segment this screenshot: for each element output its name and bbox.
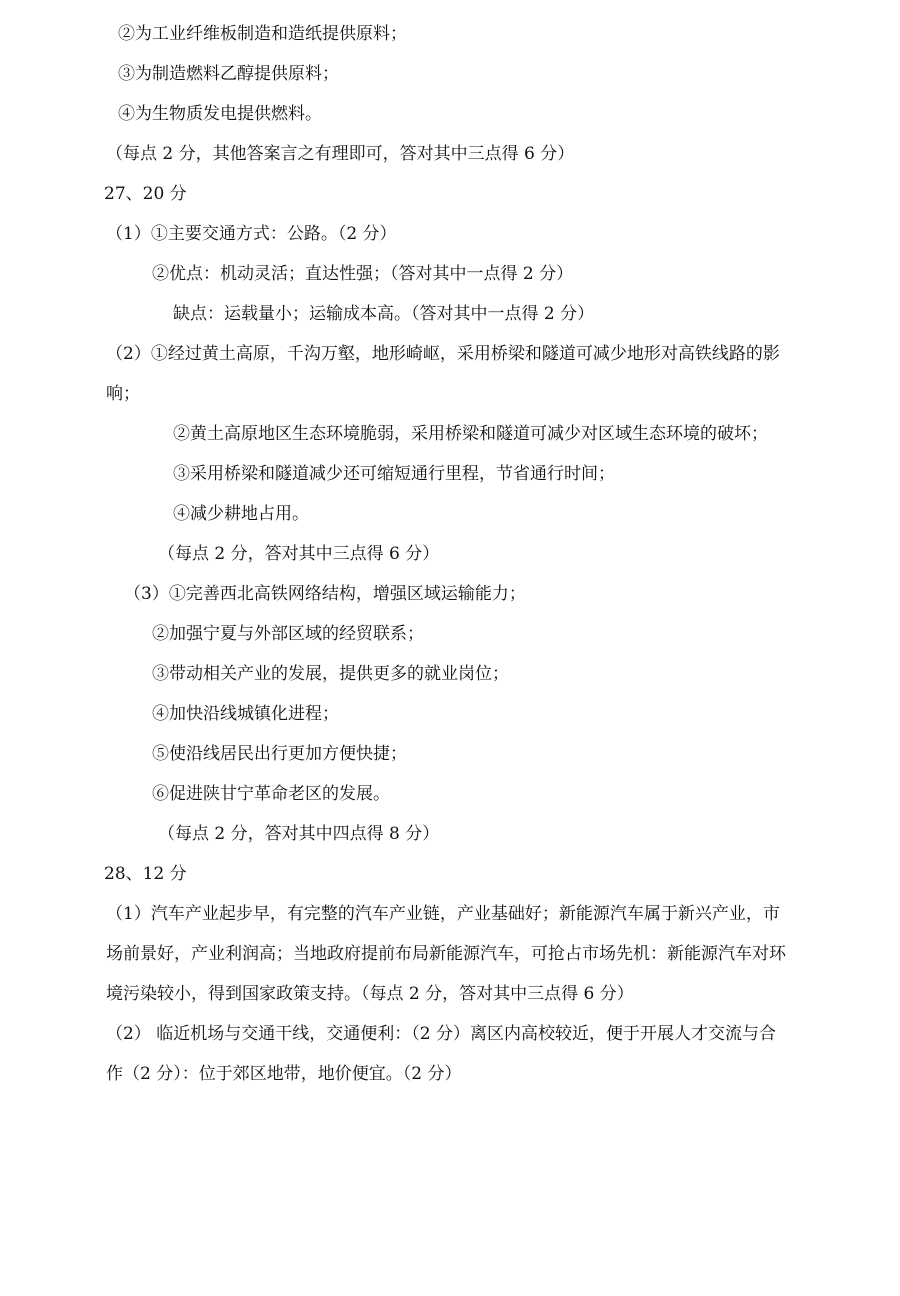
text-line: （3）①完善西北高铁网络结构，增强区域运输能力； bbox=[124, 584, 526, 604]
text-line: （每点 2 分，答对其中三点得 6 分） bbox=[158, 544, 440, 564]
text-line: ⑥促进陕甘宁革命老区的发展。 bbox=[152, 784, 390, 804]
text-line: ③带动相关产业的发展，提供更多的就业岗位； bbox=[152, 664, 509, 684]
text-line: 场前景好，产业利润高；当地政府提前布局新能源汽车，可抢占市场先机：新能源汽车对环 bbox=[106, 944, 786, 964]
text-line: ④为生物质发电提供燃料。 bbox=[118, 104, 322, 124]
text-line: （每点 2 分，答对其中四点得 8 分） bbox=[158, 824, 440, 844]
text-line: ②优点：机动灵活；直达性强；（答对其中一点得 2 分） bbox=[152, 264, 574, 284]
text-line: 境污染较小，得到国家政策支持。（每点 2 分，答对其中三点得 6 分） bbox=[106, 984, 634, 1004]
text-line: ②为工业纤维板制造和造纸提供原料； bbox=[118, 24, 407, 44]
text-line: （1）汽车产业起步早，有完整的汽车产业链，产业基础好；新能源汽车属于新兴产业，市 bbox=[106, 904, 780, 924]
text-line: （每点 2 分，其他答案言之有理即可，答对其中三点得 6 分） bbox=[106, 144, 575, 164]
text-line: （1）①主要交通方式：公路。（2 分） bbox=[106, 224, 397, 244]
text-line: （2）①经过黄土高原，千沟万壑，地形崎岖，采用桥梁和隧道可减少地形对高铁线路的影 bbox=[106, 344, 780, 364]
text-line: ⑤使沿线居民出行更加方便快捷； bbox=[152, 744, 407, 764]
text-line: ②黄土高原地区生态环境脆弱，采用桥梁和隧道可减少对区域生态环境的破坏； bbox=[173, 424, 768, 444]
section-heading: 28、12 分 bbox=[104, 864, 187, 884]
text-line: ④减少耕地占用。 bbox=[173, 504, 309, 524]
section-heading: 27、20 分 bbox=[104, 184, 187, 204]
text-line: ②加强宁夏与外部区域的经贸联系； bbox=[152, 624, 424, 644]
text-line: 作（2 分）：位于郊区地带，地价便宜。（2 分） bbox=[106, 1064, 462, 1084]
text-line: ③为制造燃料乙醇提供原料； bbox=[118, 64, 339, 84]
text-line: 响； bbox=[106, 384, 140, 404]
text-line: 缺点：运载量小；运输成本高。（答对其中一点得 2 分） bbox=[173, 304, 595, 324]
text-line: ④加快沿线城镇化进程； bbox=[152, 704, 339, 724]
text-line: ③采用桥梁和隧道减少还可缩短通行里程，节省通行时间； bbox=[173, 464, 615, 484]
text-line: （2） 临近机场与交通干线，交通便利：（2 分）离区内高校较近，便于开展人才交流与合 bbox=[106, 1024, 776, 1044]
